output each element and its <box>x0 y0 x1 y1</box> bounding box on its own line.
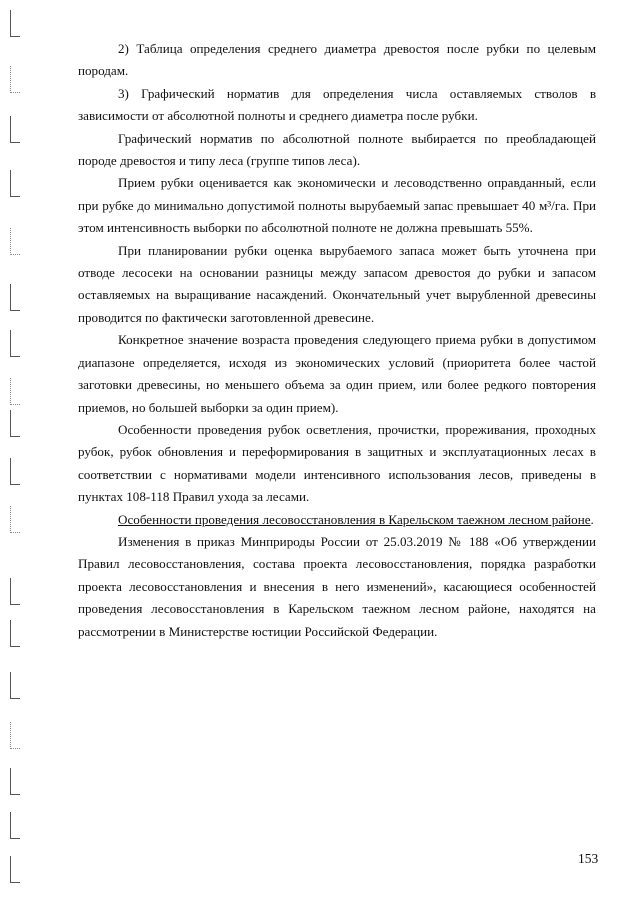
binding-mark <box>10 812 20 839</box>
binding-mark <box>10 856 20 883</box>
paragraph: 2) Таблица определения среднего диаметра древостоя после рубки по целевым породам. <box>78 41 596 79</box>
page-number: 153 <box>578 851 599 866</box>
binding-mark <box>10 620 20 647</box>
binding-mark <box>10 458 20 485</box>
binding-mark <box>10 378 20 405</box>
binding-mark <box>10 410 20 437</box>
binding-mark <box>10 10 20 37</box>
section-heading-period: . <box>590 511 594 527</box>
paragraph: Прием рубки оценивается как экономически и лесоводственно оправданный, если при рубке до минимально допустимой полноты вырубаемый запас превышает 40 м³/га. При этом интенсивность выборки по абсолютной полноте не должна превышать 55%. <box>78 175 596 236</box>
section-heading: Особенности проведения лесовосстановления в Карельском таежном лесном районе <box>118 511 591 527</box>
paragraph: Изменения в приказ Минприроды России от 25.03.2019 № 188 «Об утверждении Правил лесовосстановления, состава проекта лесовосстановления, порядка разработки проекта лесовосстановления и внесения в него изменений», касающиеся особенностей проведения лесовосстановления в Карельском таежном лесном районе, находятся на рассмотрении в Министерстве юстиции Российской Федерации. <box>78 533 596 639</box>
paragraph: При планировании рубки оценка вырубаемого запаса может быть уточнена при отводе лесосеки на основании разницы между запасом древостоя до рубки и запасом оставляемых на выращивание насаждений. Окончательный учет вырубленной древесины проводится по фактически заготовленной древесине. <box>78 242 596 325</box>
binding-mark <box>10 330 20 357</box>
binding-mark <box>10 672 20 699</box>
section-heading-line <box>78 509 596 531</box>
binding-mark <box>10 116 20 143</box>
binding-mark <box>10 66 20 93</box>
binding-mark <box>10 722 20 749</box>
binding-mark <box>10 506 20 533</box>
paragraph: Особенности проведения рубок осветления, прочистки, прореживания, проходных рубок, рубок обновления и переформирования в защитных и эксплуатационных лесах в соответствии с нормативами модели интенсивного использования лесов, приведены в пунктах 108-118 Правил ухода за лесами. <box>78 421 596 505</box>
binding-mark <box>10 768 20 795</box>
binding-mark <box>10 170 20 197</box>
paragraph: Конкретное значение возраста проведения следующего приема рубки в допустимом диапазоне определяется, исходя из экономических условий (приоритета более частой заготовки древесины, но меньшего объема за один прием, или более редкого повторения приемов, но большей выборки за один прием). <box>78 332 596 415</box>
paragraph: 3) Графический норматив для определения числа оставляемых стволов в зависимости от абсолютной полноты и среднего диаметра после рубки. <box>78 85 596 124</box>
paragraph: Графический норматив по абсолютной полноте выбирается по преобладающей породе древостоя и типу леса (группе типов леса). <box>78 130 596 169</box>
binding-mark <box>10 284 20 311</box>
body-text <box>78 38 596 643</box>
binding-mark <box>10 228 20 255</box>
binding-mark <box>10 578 20 605</box>
